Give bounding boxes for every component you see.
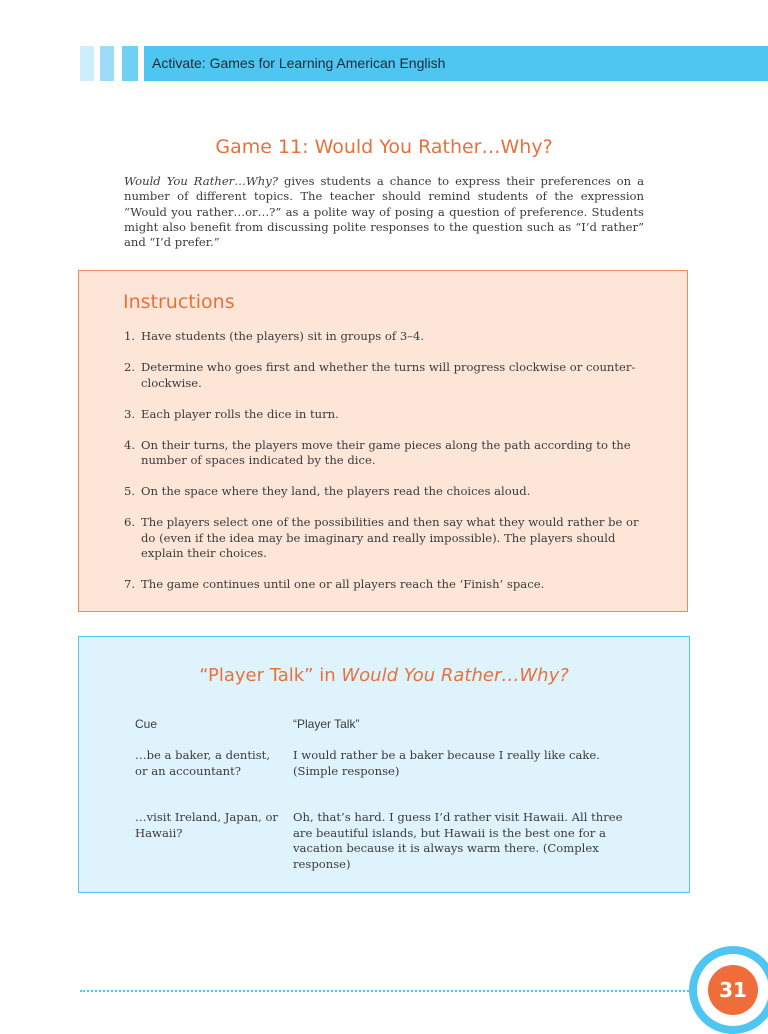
page-number-ring — [697, 954, 768, 1026]
instruction-text: The players select one of the possibilities and then say what they would rather be or do (even if the idea may be imaginary and really impossible). The players should explain their choices. — [141, 515, 639, 560]
instruction-number: 2. — [124, 360, 136, 374]
page-number: 31 — [708, 965, 758, 1015]
instruction-item — [124, 407, 644, 423]
player-talk-title-prefix: “Player Talk” in — [199, 665, 342, 686]
talk-cell: I would rather be a baker because I really like cake. (Simple response) — [293, 748, 600, 778]
instruction-item — [124, 438, 644, 469]
cue-cell: …visit Ireland, Japan, or Hawaii? — [135, 810, 278, 840]
instruction-number: 7. — [124, 577, 136, 591]
instruction-item — [124, 515, 644, 562]
intro-paragraph — [124, 174, 644, 250]
footer-dotted-line — [80, 990, 692, 992]
page-number-badge — [689, 946, 768, 1034]
header-stripe — [80, 46, 94, 81]
column-header-cue: Cue — [135, 717, 158, 731]
instruction-item — [124, 329, 644, 345]
instruction-text: On their turns, the players move their game pieces along the path according to the number of spaces indicated by the dice. — [141, 437, 631, 467]
instruction-text: Have students (the players) sit in groups of 3–4. — [141, 329, 425, 343]
instruction-number: 3. — [124, 406, 136, 421]
instructions-title: Instructions — [123, 291, 235, 313]
instruction-text: The game continues until one or all players reach the ‘Finish’ space. — [141, 577, 545, 591]
header-stripe — [122, 46, 138, 81]
talk-cell: Oh, that’s hard. I guess I’d rather visit Hawaii. All three are beautiful islands, but Hawaii is the best one for a vacation because it is always warm there. (Complex response) — [293, 810, 623, 871]
column-header-player-talk: “Player Talk” — [293, 717, 360, 731]
instruction-item — [124, 360, 644, 391]
instruction-number: 4. — [124, 437, 136, 452]
instructions-box — [78, 270, 688, 612]
instructions-list — [124, 329, 644, 608]
instruction-text: Each player rolls the dice in turn. — [141, 406, 339, 421]
instruction-item — [124, 484, 644, 500]
player-talk-title — [79, 665, 689, 686]
header-band — [80, 46, 768, 81]
game-title: Game 11: Would You Rather…Why? — [215, 136, 553, 158]
instruction-text: On the space where they land, the players read the choices aloud. — [141, 484, 531, 498]
cue-cell: …be a baker, a dentist, or an accountant? — [135, 748, 271, 778]
header-stripe — [100, 46, 114, 81]
intro-text: gives students a chance to express their preferences on a number of different topics. The teacher should remind students of the expression “Would you rather…or…?” as a polite way of posing a question of preference. Students might also benefit from discussing polite responses to the question such as “I’d rather” and “I’d prefer.” — [124, 174, 644, 250]
intro-game-name: Would You Rather…Why? — [124, 174, 278, 188]
header-title: Activate: Games for Learning American English — [152, 55, 446, 71]
instruction-number: 5. — [124, 484, 136, 498]
instruction-item — [124, 577, 644, 593]
instruction-text: Determine who goes first and whether the turns will progress clockwise or counter-clockwise. — [141, 360, 636, 390]
player-talk-box — [78, 636, 690, 893]
instruction-number: 6. — [124, 515, 136, 529]
instruction-number: 1. — [124, 329, 136, 343]
player-talk-title-game: Would You Rather…Why? — [341, 665, 569, 686]
